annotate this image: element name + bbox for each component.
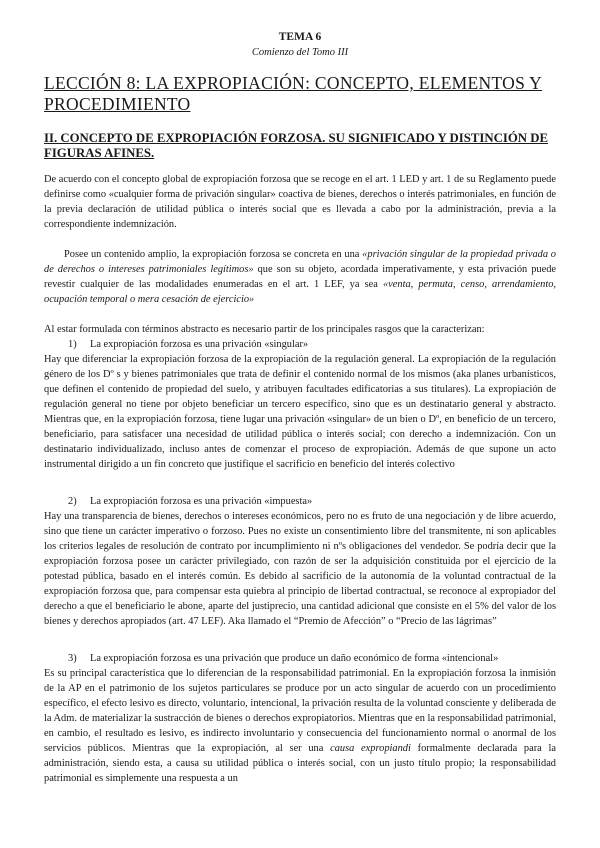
section-title: II. CONCEPTO DE EXPROPIACIÓN FORZOSA. SU SIGNIFICADO Y DISTINCIÓN DE FIGURAS AFINES. (44, 131, 549, 160)
topic-title: TEMA 6 (278, 31, 322, 43)
feature-number-1: 1) (68, 339, 77, 350)
feature-text-2: Hay una transparencia de bienes, derechos o intereses económicos, pero no es fruto de una negociación y de libre acuerdo, sino que tiene un carácter imperativo o forzoso. Pues no existe un consentimiento libre del transmitente, ni son aplicables los criterios legales de resolución de contrato por incumplimiento ni nºs obligaciones del vendedor. Se podría decir que la expropiación forzosa posee un carácter privilegiado, con razón de ser la adquisición constituida por el ejercicio de la potestad pública, basado en el interés común. Es debido al sacrificio de la autonomía de la voluntad contractual de la expropiación forzosa que, para compensar esta quiebra al principio de libertad contractual, se reconoce al expropiador del derecho a que el beneficiario le abone, aparte del justiprecio, una cantidad adicional que consiste en el 5% del valor de los bienes y derechos apropiados (art. 47 LEF). Aka llamado el “Premio de Afección” o “Precio de las lágrimas” (44, 511, 556, 627)
feature-text-3-em: causa expropiandi (330, 743, 411, 754)
scope-text-b: que son su objeto, acordada imperativamente, y esta privación puede revestir cualquier de las modalidades enumeradas en el art. 1 LEF, ya sea (44, 264, 557, 290)
feature-heading-2 (68, 494, 556, 509)
scope-quote-b: «venta, permuta, censo, arrendamiento, ocupación temporal o mera cesación de ejercicio» (44, 279, 557, 305)
scope-quote-a: «privación singular de la propiedad privada o de derechos o intereses patrimoniales legítimos» (44, 249, 557, 275)
feature-label-1: La expropiación forzosa es una privación «singular» (90, 339, 309, 350)
scope-text-a: Posee un contenido amplio, la expropiación forzosa se concreta en una (64, 249, 363, 260)
feature-number-3: 3) (68, 653, 77, 664)
feature-label-2: La expropiación forzosa es una privación «impuesta» (90, 496, 313, 507)
topic-subtitle: Comienzo del Tomo III (251, 47, 349, 58)
intro-paragraph: De acuerdo con el concepto global de expropiación forzosa que se recoge en el art. 1 LED y art. 1 de su Reglamento puede definirse como «cualquier forma de privación singular» coactiva de bienes, derechos o interés patrimoniales, en función de la previa declaración de utilidad pública o interés social que es llevada a cabo por la administración, previa a la correspondiente indemnización. (44, 174, 556, 230)
lesson-title: LECCIÓN 8: LA EXPROPIACIÓN: CONCEPTO, ELEMENTOS Y PROCEDIMIENTO (44, 73, 543, 114)
feature-text-3a: Es su principal característica que lo diferencian de la responsabilidad patrimonial. En la expropiación forzosa la inmisión de la AP en el patrimonio de los sujetos particulares se produce por un acto singular de acuerdo con un procedimiento específico, el efecto lesivo es directo, voluntario, intencional, la privación resulta de la voluntad consciente y deliberada de la Adm. de materializar la sustracción de bienes o derechos expropiatorios. Mientras que en la responsabilidad patrimonial, en cambio, el resultado es lesivo, es indirecto involuntario y consecuencia del funcionamiento normal o anormal de los servicios públicos. Mientras que la expropiación, al ser una (44, 668, 556, 754)
feature-text-3b: formalmente declarada para la administración, siendo esta, a causa su utilidad pública o interés social, con un justo título propio; la responsabilidad patrimonial es simplemente una respuesta a un (44, 743, 557, 784)
feature-heading-1 (68, 337, 556, 352)
features-intro: Al estar formulada con términos abstracto es necesario partir de los principales rasgos que la caracterizan: (44, 324, 485, 335)
feature-label-3: La expropiación forzosa es una privación que produce un daño económico de forma «intencional» (90, 653, 499, 664)
feature-text-1: Hay que diferenciar la expropiación forzosa de la expropiación de la regulación general. La expropiación de la regulación género de los Dº s y bienes patrimoniales que trata de definir el contenido normal de los mismos (aka planes urbanísticos, que definen el contenido de propiedad del suelo, y atribuyen facultades edificatorias a sus titulares). La expropiación de regulación general no tiene por objeto beneficiar un tercero específico, sino que es un destinatario general y abstracto. Mientras que, en la expropiación forzosa, tiene lugar una privación «singular» de un bien o Dº, en beneficio de un tercero, beneficiario, para satisfacer una necesidad de utilidad pública o interés social; con derecho a indemnización. Con un destinatario individualizado, incluso antes de comenzar el proceso de expropiación. Además de que supone un acto instrumental dirigido a un fin concreto que justifique el sacrificio en beneficio del interés colectivo (44, 354, 556, 470)
feature-number-2: 2) (68, 496, 77, 507)
feature-heading-3 (68, 651, 556, 666)
feature-text-3 (44, 666, 556, 786)
scope-paragraph (44, 247, 556, 307)
